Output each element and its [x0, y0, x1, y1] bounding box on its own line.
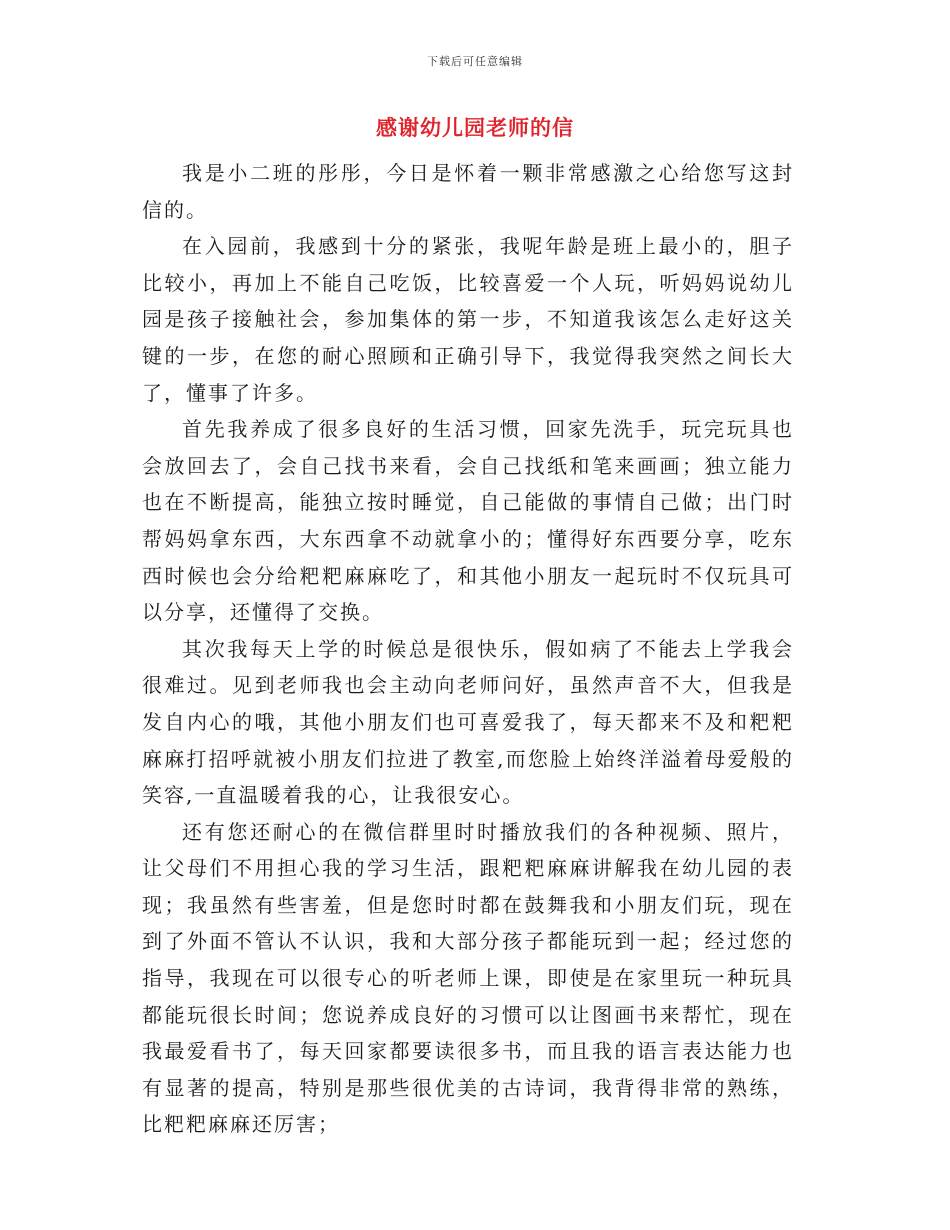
paragraph-living-habits: 首先我养成了很多良好的生活习惯，回家先洗手，玩完玩具也会放回去了，会自己找书来看，会自己找纸和笔来画画；独立能力也在不断提高，能独立按时睡觉，自己能做的事情自己做；出门时帮妈妈拿东西，大东西拿不动就拿小的；懂得好东西要分享，吃东西时候也会分给粑粑麻麻吃了，和其他小朋友一起玩时不仅玩具可以分享，还懂得了交换。: [142, 417, 794, 625]
paragraph-before-enrollment: 在入园前，我感到十分的紧张，我呢年龄是班上最小的，胆子比较小，再加上不能自己吃饭，比较喜爱一个人玩，听妈妈说幼儿园是孩子接触社会，参加集体的第一步，不知道我该怎么走好这关键的一步，在您的耐心照顾和正确引导下，我觉得我突然之间长大了，懂事了许多。: [142, 234, 794, 405]
paragraph-wechat-and-reading: 还有您还耐心的在微信群里时时播放我们的各种视频、照片，让父母们不用担心我的学习生活，跟粑粑麻麻讲解我在幼儿园的表现；我虽然有些害羞，但是您时时都在鼓舞我和小朋友们玩，现在到了外面不管认不认识，我和大部分孩子都能玩到一起；经过您的指导，我现在可以很专心的听老师上课，即使是在家里玩一种玩具都能玩很长时间；您说养成良好的习惯可以让图画书来帮忙，现在我最爱看书了，每天回家都要读很多书，而且我的语言表达能力也有显著的提高，特别是那些很优美的古诗词，我背得非常的熟练，比粑粑麻麻还厉害；: [142, 819, 794, 1137]
letter-title: 感谢幼儿园老师的信: [376, 115, 574, 140]
paragraph-greeting: 我是小二班的彤彤，今日是怀着一颗非常感激之心给您写这封信的。: [142, 161, 794, 222]
letter-body: [142, 155, 794, 1143]
page-header-note: 下载后可任意编辑: [427, 55, 523, 68]
paragraph-happy-school: 其次我每天上学的时候总是很快乐，假如病了不能去上学我会很难过。见到老师我也会主动向老师问好，虽然声音不大，但我是发自内心的哦，其他小朋友们也可喜爱我了，每天都来不及和粑粑麻麻打招呼就被小朋友们拉进了教室,而您脸上始终洋溢着母爱般的笑容,一直温暖着我的心，让我很安心。: [142, 636, 794, 808]
